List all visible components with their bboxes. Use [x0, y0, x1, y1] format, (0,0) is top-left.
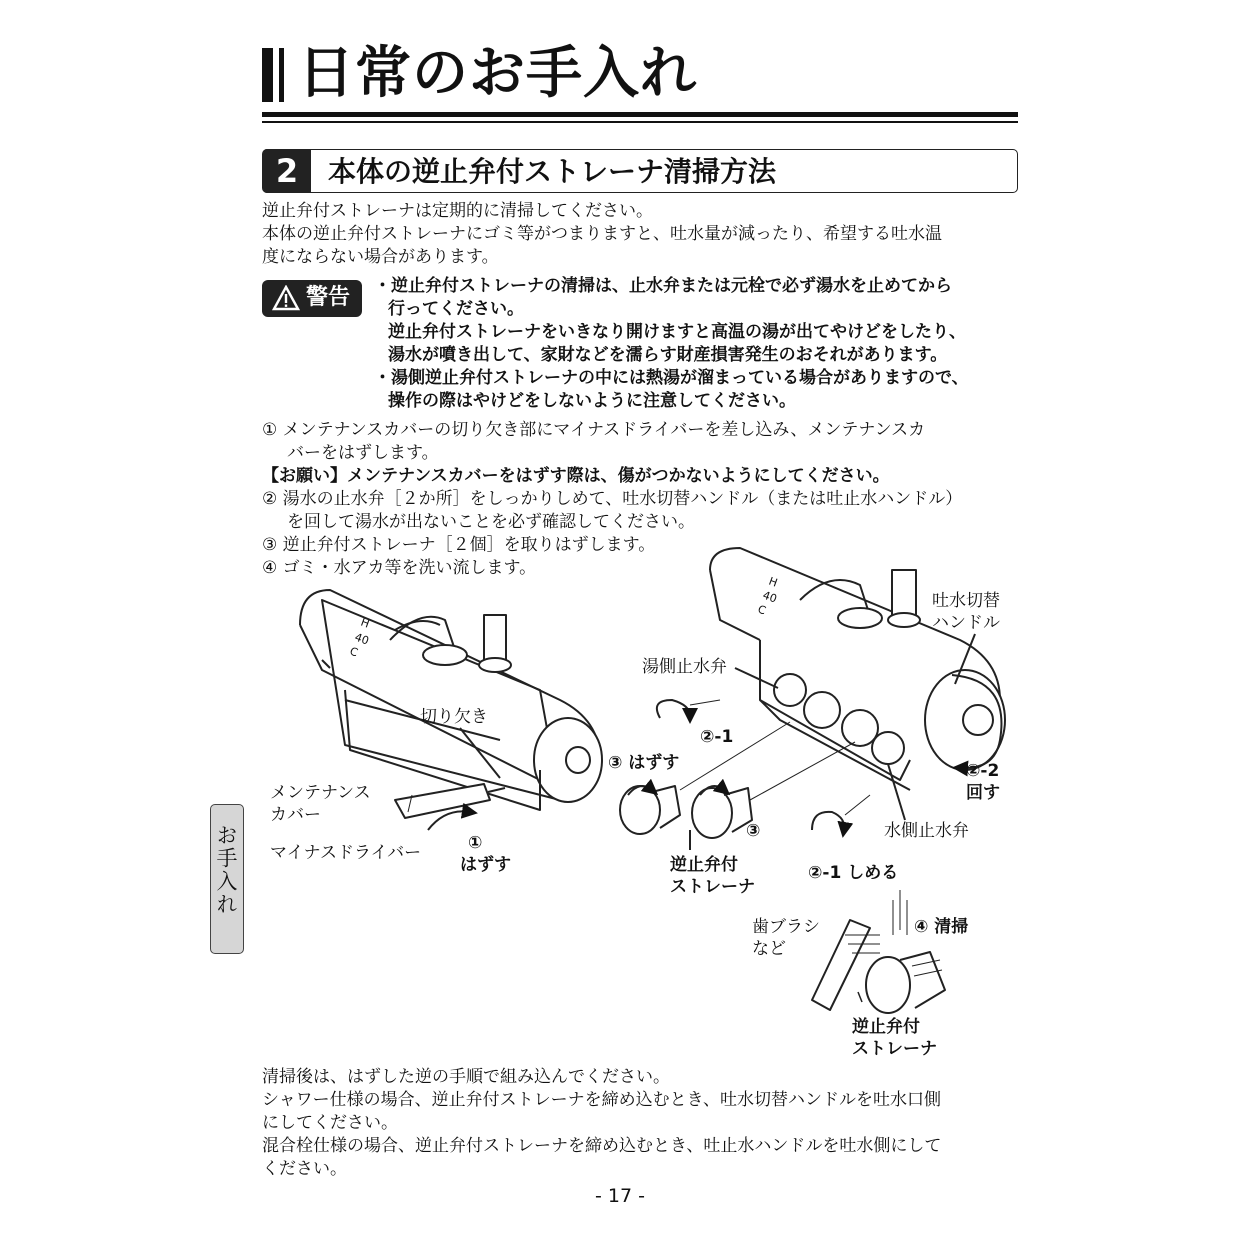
step-label: ②-1	[700, 727, 734, 747]
after-line: にしてください。	[262, 1113, 398, 1133]
cold-valve-label: 水側止水弁	[884, 821, 969, 841]
step-number: ①	[468, 833, 483, 853]
driver-label: マイナスドライバー	[270, 843, 422, 863]
step-label: ②-2	[966, 761, 1000, 781]
step-line: ④ ゴミ・水アカ等を洗い流します。	[262, 558, 537, 578]
strainer-label: 逆止弁付	[670, 855, 738, 875]
dial-mark-h: H	[358, 615, 372, 631]
dial-mark-h: H	[766, 574, 780, 590]
after-line: 清掃後は、はずした逆の手順で組み込んでください。	[262, 1067, 670, 1087]
intro-line: 度にならない場合があります。	[262, 247, 499, 267]
hot-valve-label: 湯側止水弁	[642, 657, 727, 677]
request-note: 【お願い】メンテナンスカバーをはずす際は、傷がつかないようにしてください。	[262, 466, 890, 486]
side-tab-label: お手入れ	[214, 824, 238, 916]
step-line: ② 湯水の止水弁［２か所］をしっかりしめて、吐水切替ハンドル（または吐止水ハンドル）	[262, 489, 963, 509]
warning-line: 湯水が噴き出して、家財などを濡らす財産損害発生のおそれがあります。	[388, 345, 948, 365]
strainer-label: ストレーナ	[670, 877, 755, 897]
after-line: シャワー仕様の場合、逆止弁付ストレーナを締め込むとき、吐水切替ハンドルを吐水口側	[262, 1090, 941, 1110]
intro-line: 逆止弁付ストレーナは定期的に清掃してください。	[262, 201, 653, 221]
step-line: ③ 逆止弁付ストレーナ［２個］を取りはずします。	[262, 535, 656, 555]
brush-label: 歯ブラシ	[752, 917, 820, 937]
notch-label: 切り欠き	[420, 707, 488, 727]
step-label: ④ 清掃	[914, 917, 969, 937]
step-line: バーをはずします。	[287, 443, 439, 463]
brush-label: など	[752, 939, 786, 959]
dial-mark-40: 40	[352, 630, 371, 648]
strainer-label: ストレーナ	[852, 1039, 937, 1059]
page-number: - 17 -	[595, 1185, 645, 1207]
intro-line: 本体の逆止弁付ストレーナにゴミ等がつまりますと、吐水量が減ったり、希望する吐水温	[262, 224, 942, 244]
step-label: ③	[746, 821, 761, 841]
step-line: を回して湯水が出ないことを必ず確認してください。	[287, 512, 695, 532]
warning-label: 警告	[306, 285, 351, 310]
section-title: 本体の逆止弁付ストレーナ清掃方法	[328, 155, 777, 188]
page-title: 日常のお手入れ	[298, 41, 697, 106]
warning-line: ・逆止弁付ストレーナの清掃は、止水弁または元栓で必ず湯水を止めてから	[374, 276, 952, 296]
warning-line: 操作の際はやけどをしないように注意してください。	[388, 391, 796, 411]
cover-label: カバー	[270, 805, 321, 825]
section-number: 2	[263, 149, 311, 193]
step-action: はずす	[460, 855, 511, 875]
dial-mark-c: C	[755, 602, 768, 618]
after-line: 混合栓仕様の場合、逆止弁付ストレーナを締め込むとき、吐止水ハンドルを吐水側にして	[262, 1136, 942, 1156]
cover-label: メンテナンス	[270, 783, 371, 803]
step-label: ②-1 しめる	[808, 863, 899, 883]
after-line: ください。	[262, 1159, 347, 1179]
step-label: ③ はずす	[608, 753, 680, 773]
strainer-label: 逆止弁付	[852, 1017, 920, 1037]
handle-label: 吐水切替	[932, 591, 1000, 611]
warning-line: ・湯側逆止弁付ストレーナの中には熱湯が溜まっている場合がありますので、	[374, 368, 969, 388]
warning-line: 逆止弁付ストレーナをいきなり開けますと高温の湯が出てやけどをしたり、	[388, 322, 966, 342]
warning-line: 行ってください。	[388, 299, 524, 319]
step-action: 回す	[966, 783, 1000, 803]
step-line: ① メンテナンスカバーの切り欠き部にマイナスドライバーを差し込み、メンテナンスカ	[262, 420, 926, 440]
dial-mark-40: 40	[760, 588, 779, 606]
handle-label: ハンドル	[932, 613, 1000, 633]
dial-mark-c: C	[347, 644, 360, 660]
